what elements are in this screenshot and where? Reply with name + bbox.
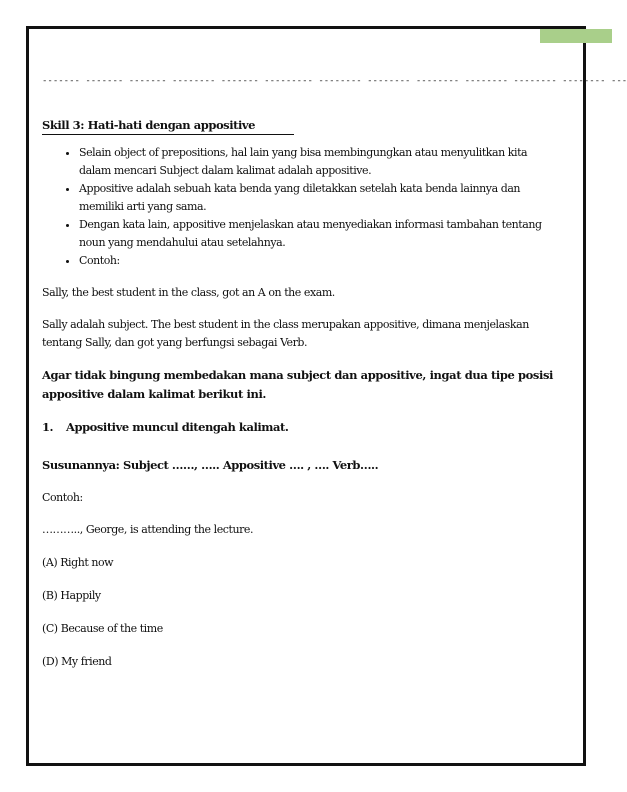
document-body <box>42 72 627 671</box>
title-underline <box>42 134 294 135</box>
section-title <box>42 116 255 134</box>
numbered-point <box>42 418 558 436</box>
answer-option-d: (D) My friend <box>42 655 112 668</box>
question-sentence: ……….., George, is attending the lecture. <box>42 523 254 536</box>
accent-tab <box>540 29 612 43</box>
answer-option-c: (C) Because of the time <box>42 622 163 635</box>
point-number: 1. <box>42 420 54 434</box>
example-sentence: Sally, the best student in the class, got an A on the exam. <box>42 286 335 299</box>
list-item: • Selain object of prepositions, hal lain yang bisa membingungkan atau menyulitkan kita dalam mencari Subject dalam kalimat adalah appositive. <box>79 144 558 180</box>
bullet-list <box>42 144 558 270</box>
explanation-paragraph: Sally adalah subject. The best student in the class merupakan appositive, dimana menjelaskan tentang Sally, dan got yang berfungsi sebagai Verb. <box>42 318 529 349</box>
contoh-label: Contoh: <box>42 491 83 504</box>
answer-option-a: (A) Right now <box>42 556 114 569</box>
section-title-text: Skill 3: Hati-hati dengan appositive <box>42 118 256 132</box>
list-item: • Appositive adalah sebuah kata benda yang diletakkan setelah kata benda lainnya dan memiliki arti yang sama. <box>79 180 558 216</box>
answer-option-b: (B) Happily <box>42 589 101 602</box>
list-item: • Contoh: <box>79 252 558 270</box>
structure-formula: Susunannya: Subject ……, ….. Appositive …. , …. Verb….. <box>42 458 379 472</box>
list-item: • Dengan kata lain, appositive menjelaskan atau menyediakan informasi tambahan tentang noun yang mendahului atau setelahnya. <box>79 216 558 252</box>
dash-separator: ------- ------- ------- -------- ------- --------- -------- -------- -------- -------- -------- -------- --- <box>42 76 627 86</box>
bold-note: Agar tidak bingung membedakan mana subject dan appositive, ingat dua tipe posisi appositive dalam kalimat berikut ini. <box>42 368 554 401</box>
point-text: Appositive muncul ditengah kalimat. <box>66 420 289 434</box>
